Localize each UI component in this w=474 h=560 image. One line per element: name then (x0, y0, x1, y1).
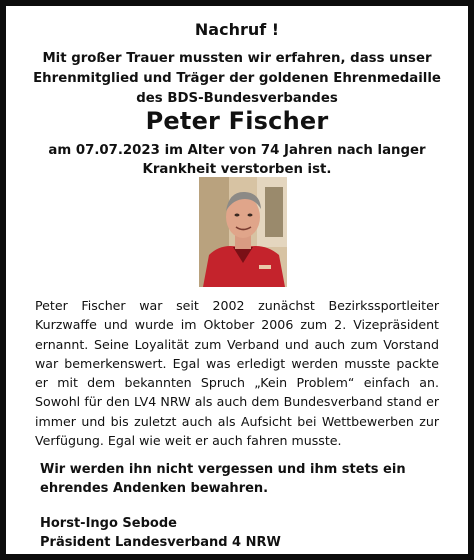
death-date-text: am 07.07.2023 im Alter von 74 Jahren nach langer Krankheit verstorben ist. (48, 143, 426, 177)
deceased-name: Peter Fischer (145, 107, 329, 135)
intro-text: Mit großer Trauer mussten wir erfahren, dass unser Ehrenmitglied und Träger der goldenen Ehrenmedaille des BDS-Bundesverbandes (33, 51, 441, 106)
signer-name: Horst-Ingo Sebode (40, 516, 177, 531)
farewell-text: Wir werden ihn nicht vergessen und ihm stets ein ehrendes Andenken bewahren. (40, 462, 406, 496)
signer-role: Präsident Landesverband 4 NRW (40, 535, 281, 550)
portrait-photo (199, 177, 287, 287)
obituary-heading: Nachruf ! (194, 20, 280, 39)
biography-text: Peter Fischer war seit 2002 zunächst Bezirkssportleiter Kurzwaffe und wurde im Oktober 2006 zum 2. Vizepräsident ernannt. Seine Loyalität zum Verband und auch zum Vorstand war bemerkenswert. Egal was erledigt werden musste packte er mit dem bekannten Spruch „Kein Problem“ einfach an. Sowohl für den LV4 NRW als auch dem Bundesverband stand er immer und bis zuletzt auch als Aufsicht bei Wettbewerben zur Verfügung. Egal wie weit er auch fahren musste. (35, 298, 439, 449)
